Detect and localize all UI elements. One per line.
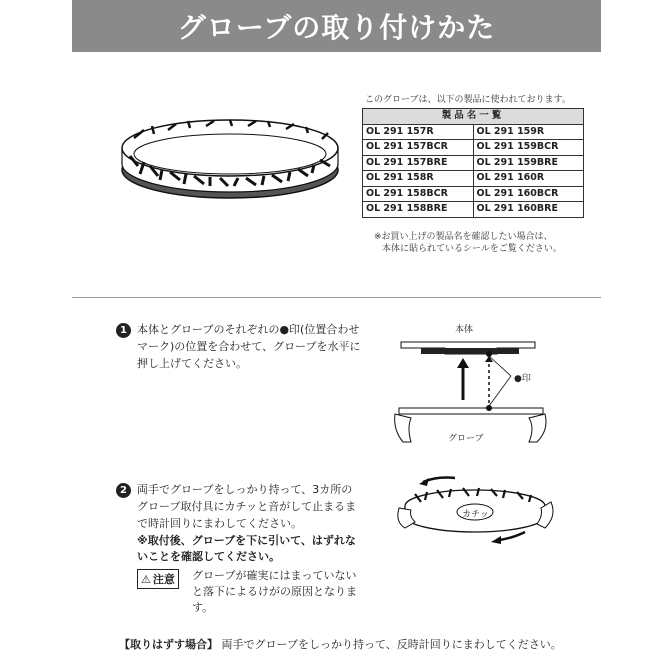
globe-illustration bbox=[110, 108, 350, 218]
table-row bbox=[363, 171, 584, 187]
step-2-text: 両手でグローブをしっかり持って、3カ所のグローブ取付具にカチッと音がして止まるまで時計回りにまわしてください。 bbox=[137, 483, 357, 530]
product-cell: OL 291 159R bbox=[473, 124, 584, 140]
product-cell: OL 291 160BRE bbox=[473, 202, 584, 218]
product-cell: OL 291 157BCR bbox=[363, 140, 474, 156]
step-2-note: ※取付後、グローブを下に引いて、はずれないことを確認してください。 bbox=[137, 534, 356, 563]
caution-label: 注意 bbox=[152, 573, 175, 586]
product-table-header: 製品名一覧 bbox=[363, 109, 584, 125]
section-divider bbox=[72, 297, 601, 298]
label-mark: ●印 bbox=[514, 374, 531, 384]
product-cell: OL 291 158BRE bbox=[363, 202, 474, 218]
product-cell: OL 291 159BRE bbox=[473, 155, 584, 171]
table-row bbox=[363, 186, 584, 202]
product-cell: OL 291 157R bbox=[363, 124, 474, 140]
table-row bbox=[363, 140, 584, 156]
table-row bbox=[363, 124, 584, 140]
product-cell: OL 291 158R bbox=[363, 171, 474, 187]
product-cell: OL 291 157BRE bbox=[363, 155, 474, 171]
warning-triangle-icon: ⚠ bbox=[141, 572, 151, 586]
product-cell: OL 291 159BCR bbox=[473, 140, 584, 156]
product-cell: OL 291 160BCR bbox=[473, 186, 584, 202]
table-row bbox=[363, 155, 584, 171]
footer bbox=[119, 636, 562, 652]
table-note bbox=[374, 231, 562, 255]
table-note-line: ※お買い上げの製品名を確認したい場合は、 bbox=[374, 232, 553, 242]
usage-note: このグローブは、以下の製品に使われております。 bbox=[365, 95, 571, 105]
page-title: グローブの取り付けかた bbox=[177, 11, 496, 44]
step-1-text: 本体とグローブのそれぞれの●印(位置合わせマーク)の位置を合わせて、グローブを水平に押し上げてください。 bbox=[137, 323, 361, 370]
product-table bbox=[362, 108, 584, 218]
step-1-number: 1 bbox=[116, 323, 131, 338]
caution-text: グローブが確実にはまっていないと落下によるけがの原因となります。 bbox=[192, 569, 357, 614]
label-body: 本体 bbox=[455, 325, 474, 335]
caution-badge bbox=[137, 569, 179, 589]
product-cell: OL 291 158BCR bbox=[363, 186, 474, 202]
table-note-line: 本体に貼られているシールをご覧ください。 bbox=[382, 244, 562, 254]
table-row bbox=[363, 202, 584, 218]
product-cell: OL 291 160R bbox=[473, 171, 584, 187]
label-globe: グローブ bbox=[448, 434, 484, 444]
footer-text: 両手でグローブをしっかり持って、反時計回りにまわしてください。 bbox=[221, 638, 562, 651]
title-bar bbox=[72, 0, 601, 52]
footer-heading: 【取りはずす場合】 bbox=[119, 638, 218, 651]
label-click: カチッ bbox=[462, 510, 489, 520]
step-2-number: 2 bbox=[116, 483, 131, 498]
